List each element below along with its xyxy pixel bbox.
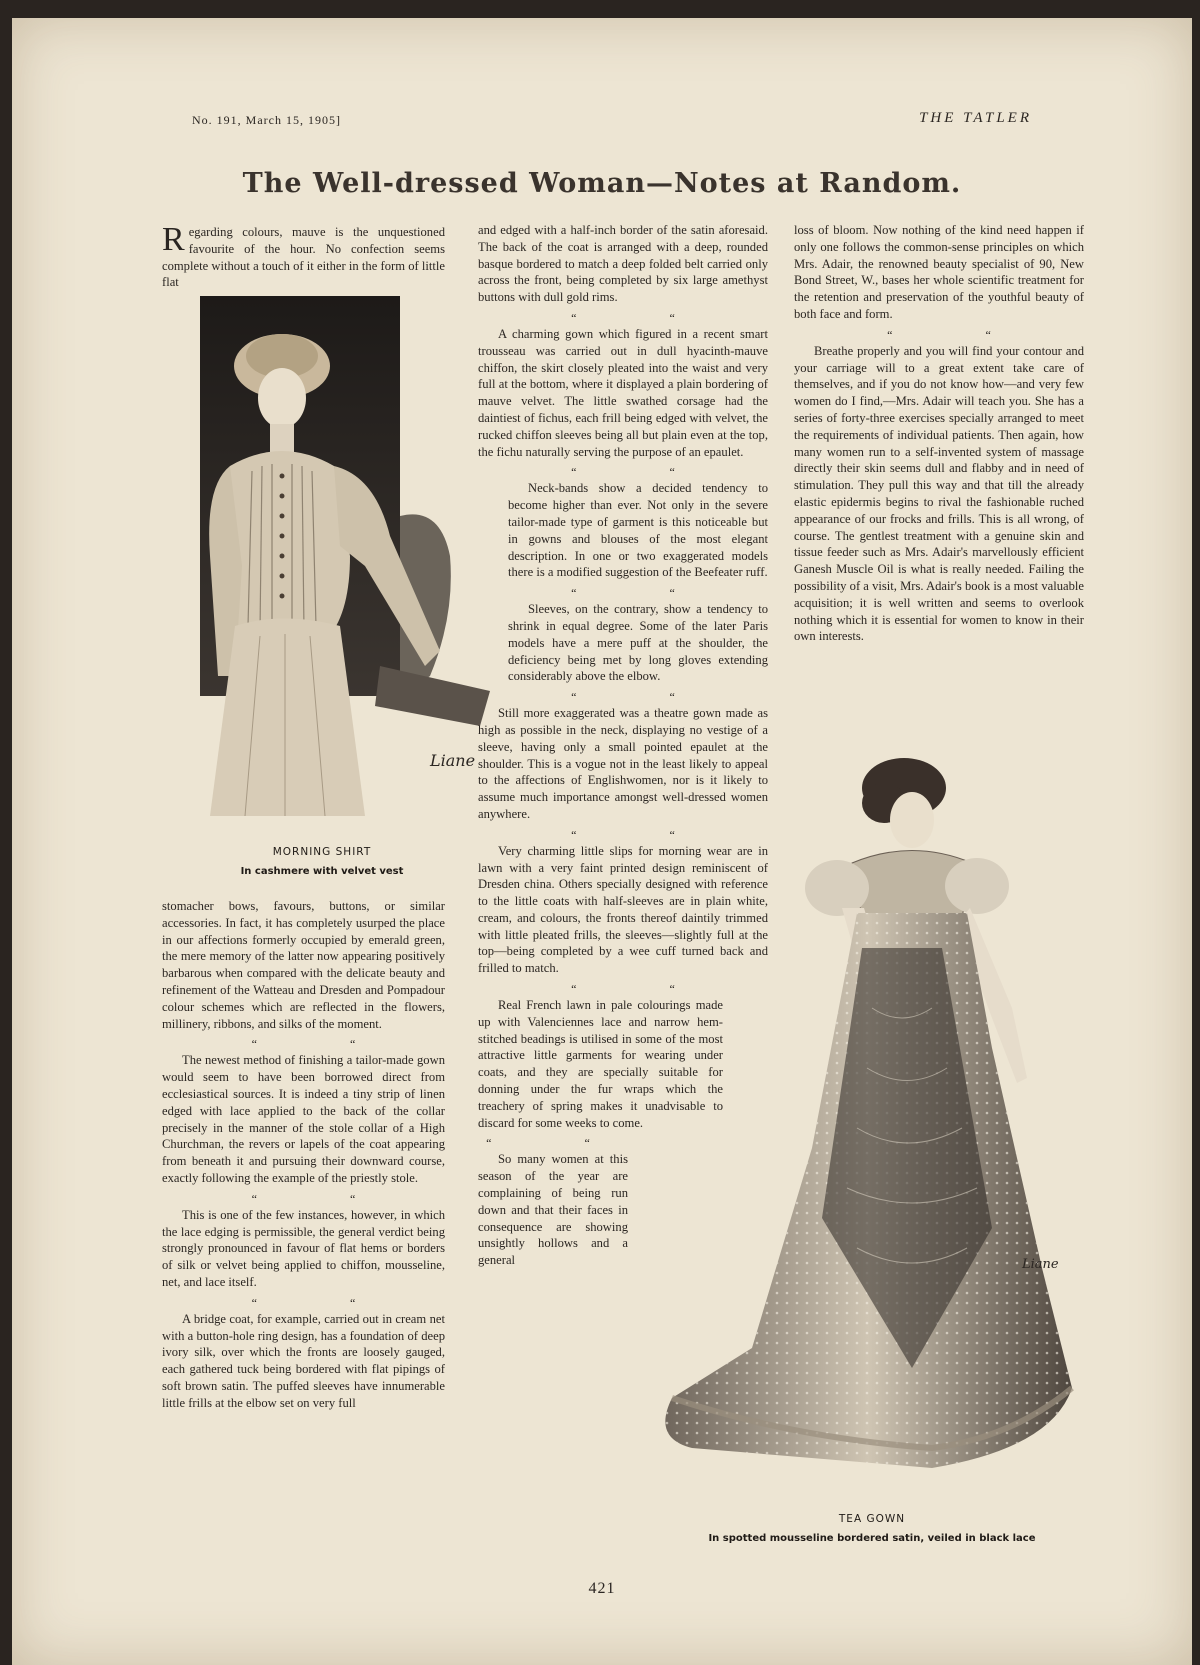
paragraph: Breathe properly and you will find your contour and your carriage will to a great extent take care of themselves, and if you do not know how—and very few women do I find,—Mrs. Adair will teach you. She has a series of forty-three exercises specially arranged to meet the requirements of individual patients. Then again, how many women run to a self-invented system of massage directly their skin seems dull and flabby and in need of stimulation. They pull this way and that till the already elastic epidermis begins to rival the fashionable ruched appearance of our frocks and frills. This is all wrong, of course. The gentlest treatment with a genuine skin and tissue feeder such as Mrs. Adair's marvellously efficient Ganesh Muscle Oil is what is really needed. Failing the possibility of a visit, Mrs. Adair's book is a most valuable acquisition; it is well written and seems to overlook nothing which it is essential for women to know in their own interests.	[794, 343, 1084, 644]
paragraph: The newest method of finishing a tailor-made gown would seem to have been borrowed direct from ecclesiastical sources. It is indeed a tiny strip of linen edged with lace applied to the back of the collar precisely in the manner of the stole collar of a High Churchman, the revers or lapels of the coat appearing from beneath it and pursuing their downward course, exactly following the example of the priestly stole.	[162, 1053, 445, 1185]
illustration-signature: Liane	[1022, 1257, 1059, 1272]
paragraph: Still more exaggerated was a theatre gown made as high as possible in the neck, displaying no vestige of a sleeve, having only a small pointed epaulet at the shoulder. This is a vogue not in the least likely to appeal to the affections of Englishwomen, nor is it likely to assume much importance amongst well-dressed women anywhere.	[478, 706, 768, 821]
paragraph: So many women at this season of the year are complaining of being run down and that their faces in consequence are showing unsightly hollows and a general	[478, 1152, 628, 1268]
separator-ornament: “ “	[887, 327, 991, 342]
separator-ornament: “ “	[251, 1295, 356, 1310]
magazine-page	[12, 18, 1192, 1665]
morning-shirt-drawing	[200, 296, 515, 816]
caption-subtitle: In cashmere with velvet vest	[240, 866, 404, 877]
tea-gown-illustration	[632, 748, 1082, 1528]
paragraph: Real French lawn in pale colourings made up with Valenciennes lace and narrow hem-stitched beadings is utilised in some of the most attractive little garments for wearing under coats, and they are specially suitable for donning under the fur wraps which the treachery of spring makes it unadvisable to discard for some weeks to come.	[478, 998, 723, 1130]
paragraph: Sleeves, on the contrary, show a tendency to shrink in equal degree. Some of the later Paris models have a mere puff at the shoulder, the deficiency being met by long gloves extending considerably above the elbow.	[508, 602, 768, 684]
paragraph: stomacher bows, favours, buttons, or similar accessories. In fact, it has completely usurped the place in our affections formerly occupied by emerald green, the mere memory of the latter now appearing positively barbarous when compared with the delicate beauty and refinement of the Watteau and Dresden and Pompadour colour schemes which are reflected in the flowers, millinery, ribbons, and silks of the moment.	[162, 899, 445, 1031]
paragraph: Very charming little slips for morning wear are in lawn with a very faint printed design reminiscent of Dresden china. Others specially designed with reference to the little coats with half-sleeves are in plain white, cream, and colours, the fronts thereof daintily trimmed with little pleated frills, the sleeves—slightly full at the top—being completed by a wee cuff turned back and frilled to match.	[478, 843, 768, 976]
paragraph: This is one of the few instances, however, in which the lace edging is permissible, the general verdict being strongly pronounced in favour of flat hems or borders of silk or velvet being applied to chiffon, mousseline, net, and lace itself.	[162, 1207, 445, 1289]
article-title: The Well-dressed Woman—Notes at Random.	[242, 168, 962, 199]
tea-gown-drawing	[632, 748, 1082, 1528]
paragraph	[162, 221, 445, 291]
caption-title: MORNING SHIRT	[272, 846, 372, 858]
left-column-bottom	[162, 898, 445, 1416]
separator-ornament: “ “	[486, 1136, 590, 1151]
paragraph: loss of bloom. Now nothing of the kind need happen if only one follows the common-sense principles on which Mrs. Adair, the renowned beauty specialist of 90, New Bond Street, W., bases her whole scientific treatment for the retention and preservation of the youthful beauty of both face and form.	[794, 223, 1084, 321]
separator-ornament: “ “	[571, 586, 675, 601]
paragraph: A charming gown which figured in a recent smart trousseau was carried out in dull hyacinth-mauve chiffon, the skirt closely pleated into the waist and very full at the bottom, where it displayed a plain bordering of mauve velvet. The little swathed corsage had the daintiest of fichus, each frill being edged with velvet, the rucked chiffon sleeves being all but plain even at the top, the fichu naturally serving the purpose of an epaulet.	[478, 326, 768, 459]
caption-title: TEA GOWN	[838, 1513, 906, 1525]
separator-ornament: “ “	[251, 1191, 356, 1206]
separator-ornament: “ “	[571, 465, 675, 480]
morning-shirt-illustration	[200, 296, 515, 816]
left-column-top	[162, 221, 445, 295]
morning-shirt-caption	[162, 846, 482, 877]
page-number: 421	[588, 1580, 616, 1597]
separator-ornament: “ “	[571, 690, 675, 705]
separator-ornament: “ “	[251, 1037, 356, 1052]
drop-cap: R	[162, 221, 185, 258]
tea-gown-caption	[662, 1513, 1082, 1544]
caption-subtitle: In spotted mousseline bordered satin, veiled in black lace	[708, 1533, 1036, 1544]
paragraph-rest: egarding colours, mauve is the unquestioned favourite of the hour. No confection seems complete without a touch of it either in the form of little flat	[162, 225, 445, 290]
magazine-header: THE TATLER	[919, 110, 1032, 126]
paragraph: Neck-bands show a decided tendency to become higher than ever. Not only in the severe tailor-made type of garment is this noticeable but in gowns and blouses of the most elegant description. In one or two exaggerated models there is a modified suggestion of the Beefeater ruff.	[508, 481, 768, 580]
issue-header: No. 191, March 15, 1905]	[192, 113, 341, 127]
illustration-signature: Liane	[430, 751, 476, 770]
paragraph: A bridge coat, for example, carried out in cream net with a button-hole ring design, has a foundation of deep ivory silk, over which the fronts are loosely gauged, each gathered tuck being bordered with flat pipings of soft brown satin. The puffed sleeves have innumerable little frills at the elbow set on very full	[162, 1311, 445, 1410]
separator-ornament: “ “	[571, 827, 675, 842]
separator-ornament: “ “	[571, 982, 675, 997]
separator-ornament: “ “	[571, 310, 675, 325]
paragraph: and edged with a half-inch border of the satin aforesaid. The back of the coat is arranged with a deep, rounded basque bordered to match a deep folded belt carried only across the front, being completed by six large amethyst buttons with dull gold rims.	[478, 223, 768, 305]
right-column	[794, 222, 1084, 649]
